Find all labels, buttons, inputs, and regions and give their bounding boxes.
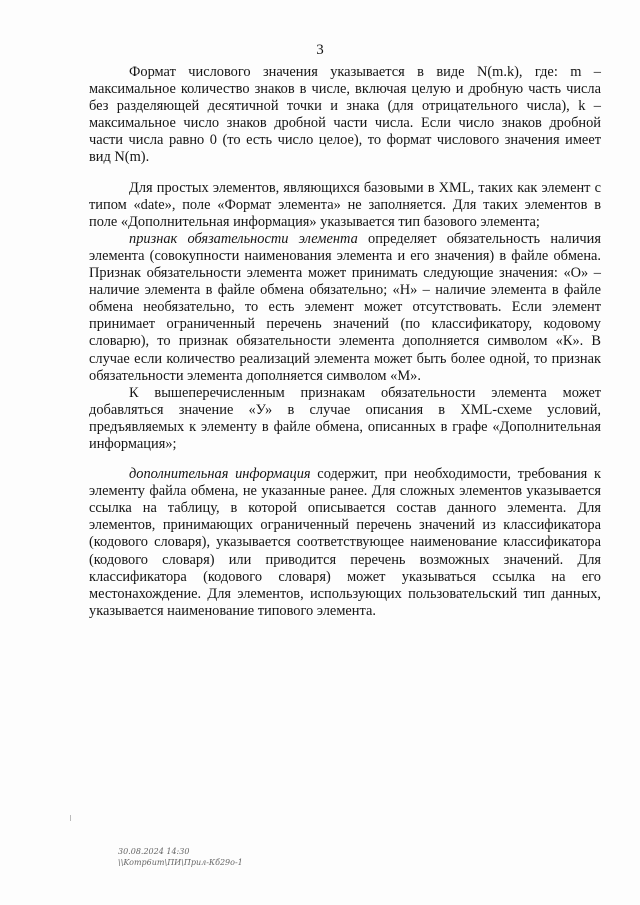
additional-info-description: содержит, при необходимости, требования к элементу файла обмена, не указанные ранее. Для сложных элементов указывается ссылка на таблицу, в которой описывается состав данного элемента. Для элементов, принимающих ограниченный перечень значений из классификатора (кодового словаря), указывается соответствующее наименование классификатора (кодового словаря) или приводится перечень возможных значений. Для классификатора (кодового словаря) может указываться ссылка на его местонахождение. Для элементов, использующих пользовательский тип данных, указывается наименование типового элемента. bbox=[89, 466, 601, 619]
page-number: 3 bbox=[316, 42, 324, 58]
paragraph-simple-elements: Для простых элементов, являющихся базовыми в XML, таких как элемент с типом «date», поле «Формат элемента» не заполняется. Для таких элементов в поле «Дополнительная информация» указывается тип базового элемента; bbox=[89, 179, 601, 230]
paragraph-additional-info bbox=[89, 466, 601, 620]
footer-timestamp: 30.08.2024 14:30 bbox=[118, 847, 190, 856]
margin-mark bbox=[70, 815, 71, 821]
term-obligation-sign: признак обязательности элемента bbox=[129, 230, 358, 247]
footer-file-path: \\Komp6um\ПИ\Прил-Кб29о-1 bbox=[118, 858, 243, 867]
paragraph-numeric-format: Формат числового значения указывается в виде N(m.k), где: m – максимальное количество знаков в числе, включая целую и дробную часть числа без разделяющей десятичной точки и знака (для отрицательного числа), k – максимальное число знаков дробной части числа. Если число знаков дробной части числа равно 0 (то есть число целое), то формат числового значения имеет вид N(m). bbox=[89, 64, 601, 166]
obligation-sign-description: определяет обязательность наличия элемента (совокупности наименования элемента и его значения) в файле обмена. Признак обязательности элемента может принимать следующие значения: «О» – наличие элемента в файле обмена обязательно; «Н» – наличие элемента в файле обмена необязательно, то есть элемент может отсутствовать. Если элемент принимает ограниченный перечень значений (по классификатору, кодовому словарю), то признак обязательности элемента дополняется символом «К». В случае если количество реализаций элемента может быть более одной, то признак обязательности элемента дополняется символом «М». bbox=[89, 230, 601, 384]
paragraph-obligation-sign bbox=[89, 231, 601, 385]
term-additional-info: дополнительная информация bbox=[129, 466, 311, 483]
paragraph-condition-value: К вышеперечисленным признакам обязательности элемента может добавляться значение «У» в случае описания в XML-схеме условий, предъявляемых к элементу в файле обмена, описанных в графе «Дополнительная информация»; bbox=[89, 384, 601, 452]
footer-stamp bbox=[118, 846, 243, 868]
document-body bbox=[89, 64, 601, 633]
